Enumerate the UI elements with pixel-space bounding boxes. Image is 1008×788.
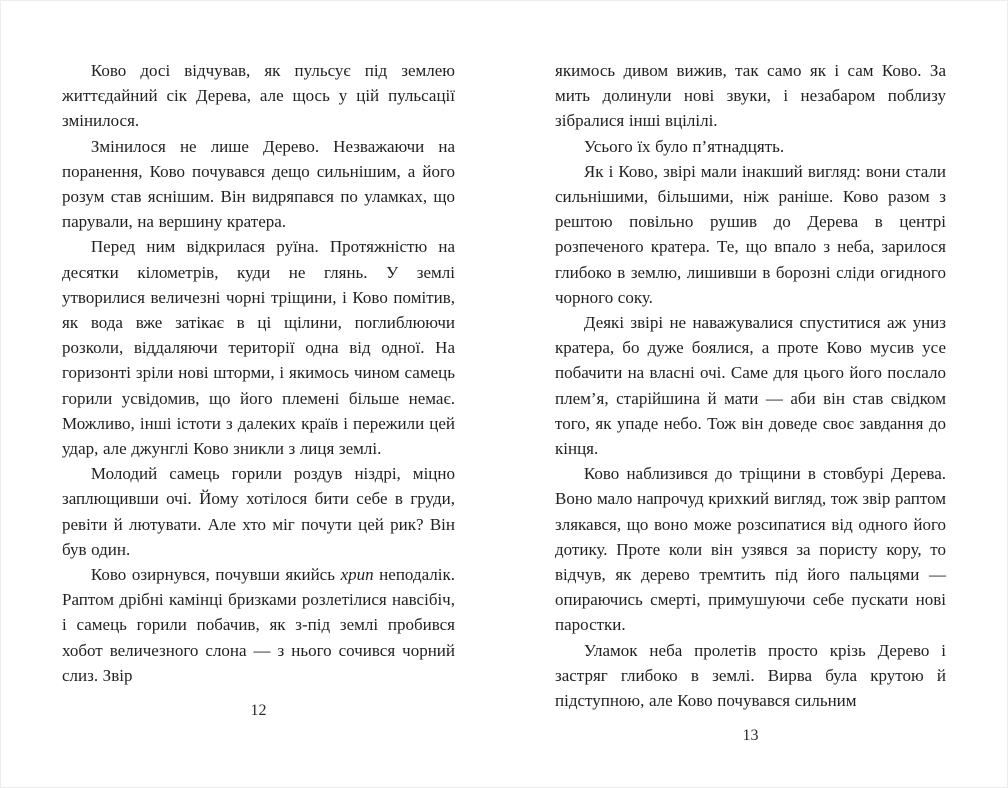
body-text: Змінилося не лише Дерево. Незважаючи на поранення, Ково почувався дещо сильнішим, а його розум став яснішим. Він видряпався по уламках, що парували, на вершину кратера. xyxy=(62,136,455,232)
body-text: якимось дивом вижив, так само як і сам Ково. За мить долинули нові звуки, і незабаром поблизу зібралися інші вцілілі. xyxy=(555,61,946,131)
paragraph xyxy=(555,310,946,461)
body-text: Молодий самець горили роздув ніздрі, міцно заплющивши очі. Йому хотілося бити себе в груди, ревіти й лютувати. Але хто міг почути цей рик? Він був один. xyxy=(62,464,455,559)
body-text: Деякі звірі не наважувалися спуститися аж униз кратера, бо дуже боялися, а проте Ково мусив усе побачити на власні очі. Саме для цього його послало плем’я, старійшина й мати — аби він став свідком того, як упаде небо. Тож він доведе своє завдання до кінця. xyxy=(555,313,946,459)
paragraph xyxy=(62,134,455,235)
paragraph xyxy=(62,562,455,688)
paragraph xyxy=(555,58,946,134)
paragraph xyxy=(62,234,455,461)
page-right-text xyxy=(555,58,946,713)
body-text: Ково досі відчував, як пульсує під землею життєдайний сік Дерева, але щось у цій пульсації змінилося. xyxy=(62,61,455,131)
body-text: Уламок неба пролетів просто крізь Дерево і застряг глибоко в землі. Вирва була крутою й підступною, але Ково почувався сильним xyxy=(555,640,946,711)
body-text: Усього їх було п’ятнадцять. xyxy=(583,136,785,156)
paragraph xyxy=(555,159,946,310)
page-number-left: 12 xyxy=(250,702,267,720)
body-text: Ково озирнувся, почувши якийсь xyxy=(90,565,341,585)
page-left-text xyxy=(62,58,455,688)
paragraph xyxy=(555,638,946,714)
paragraph xyxy=(555,134,946,159)
paragraph xyxy=(62,58,455,134)
body-text: Ково наблизився до тріщини в стовбурі Дерева. Воно мало напрочуд крихкий вигляд, тож звір раптом злякався, що воно може розсипатися від одного його дотику. Проте коли він узявся за пористу кору, то відчув, як дерево тремтить під його пальцями — опираючись смерті, примушуючи себе пускати нові паростки. xyxy=(555,464,946,635)
italic-text: хрип xyxy=(340,565,374,585)
body-text: неподалік. Раптом дрібні камінці бризками розлетілися навсібіч, і самець горили побачив, як з-під землі пробився хобот величезного слона — з нього сочився чорний слиз. Звір xyxy=(62,565,455,685)
page-right xyxy=(504,0,1008,788)
paragraph xyxy=(555,461,946,637)
paragraph xyxy=(62,461,455,562)
page-number-right: 13 xyxy=(742,727,759,745)
body-text: Перед ним відкрилася руїна. Протяжністю на десятки кілометрів, куди не глянь. У землі утворилися величезні чорні тріщини, і Ково помітив, як вода вже затікає в ці щілини, поглиблюючи розколи, віддаляючи території одна від одної. На горизонті зріли нові шторми, і якимось чином самець горили усвідомив, що його племені більше немає. Можливо, інші істоти з далеких країв і пережили цей удар, але джунглі Ково зникли з лиця землі. xyxy=(62,237,455,459)
body-text: Як і Ково, звірі мали інакший вигляд: вони стали сильнішими, більшими, ніж раніше. Ково разом з рештою повільно рушив до Дерева в центрі розпеченого кратера. Те, що впало з неба, зарилося глибоко в землю, лишивши в борозні сліди огидного чорного соку. xyxy=(555,161,946,307)
